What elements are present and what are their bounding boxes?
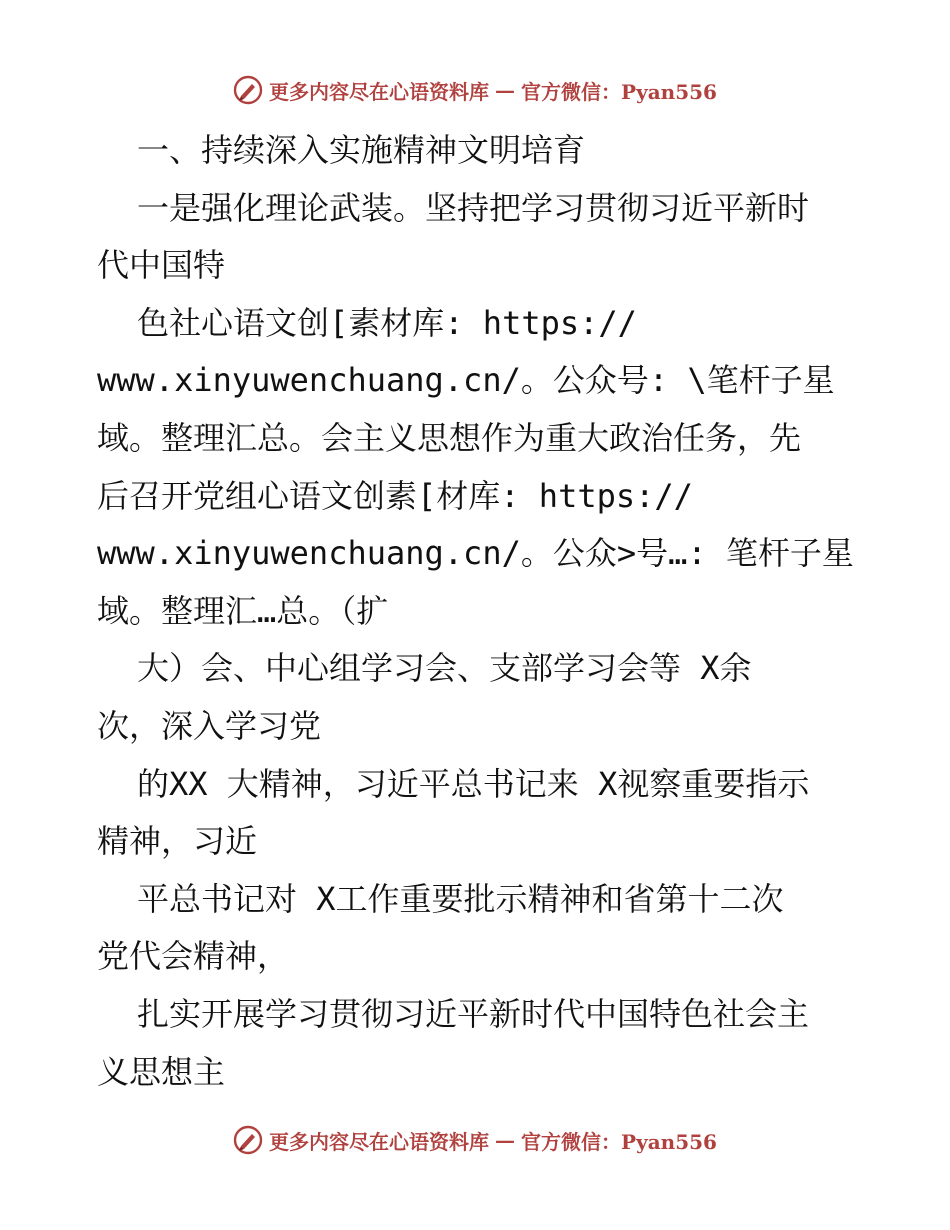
paragraph-line: www.xinyuwenchuang.cn/。公众>号…: 笔杆子星 [97, 534, 854, 573]
document-body [97, 122, 857, 1101]
header-banner-main: 更多内容尽在心语资料库 [269, 79, 490, 104]
paragraph-line: 精神，习近 [97, 822, 258, 861]
footer-banner-wechat: 官方微信：Pyan556 [521, 1129, 717, 1154]
paragraph-line: 代中国特 [97, 246, 226, 285]
footer-banner [0, 1120, 950, 1160]
paragraph-line: 党代会精神， [97, 937, 290, 976]
footer-banner-main: 更多内容尽在心语资料库 [269, 1129, 490, 1154]
paragraph-line: 一是强化理论武装。坚持把学习贯彻习近平新时 [137, 188, 810, 227]
paragraph-line: 一、持续深入实施精神文明培育 [137, 131, 586, 169]
paragraph-line: 色社心语文创[素材库: https:// [137, 303, 637, 342]
paragraph-line: 扎实开展学习贯彻习近平新时代中国特色社会主 [137, 994, 810, 1033]
footer-banner-dash: — [495, 1128, 516, 1152]
paragraph-line: 平总书记对 X工作重要批示精神和省第十二次 [137, 879, 784, 918]
paragraph-line: 后召开党组心语文创素[材库: https:// [97, 476, 693, 515]
header-banner-dash: — [495, 78, 516, 102]
paragraph-line: www.xinyuwenchuang.cn/。公众号: \笔杆子星 [97, 361, 835, 400]
paragraph-line: 次，深入学习党 [97, 706, 322, 745]
pen-logo-icon [233, 75, 263, 105]
pen-logo-icon [233, 1125, 263, 1155]
paragraph-line: 域。整理汇…总。（扩 [97, 591, 389, 630]
paragraph-line: 的XX 大精神，习近平总书记来 X视察重要指示 [137, 764, 810, 803]
header-banner-wechat: 官方微信：Pyan556 [521, 79, 717, 104]
header-banner [0, 70, 950, 110]
paragraph-line: 大）会、中心组学习会、支部学习会等 X余 [137, 649, 752, 688]
paragraph-line: 义思想主 [97, 1052, 226, 1091]
paragraph-line: 域。整理汇总。会主义思想作为重大政治任务，先 [97, 418, 802, 457]
